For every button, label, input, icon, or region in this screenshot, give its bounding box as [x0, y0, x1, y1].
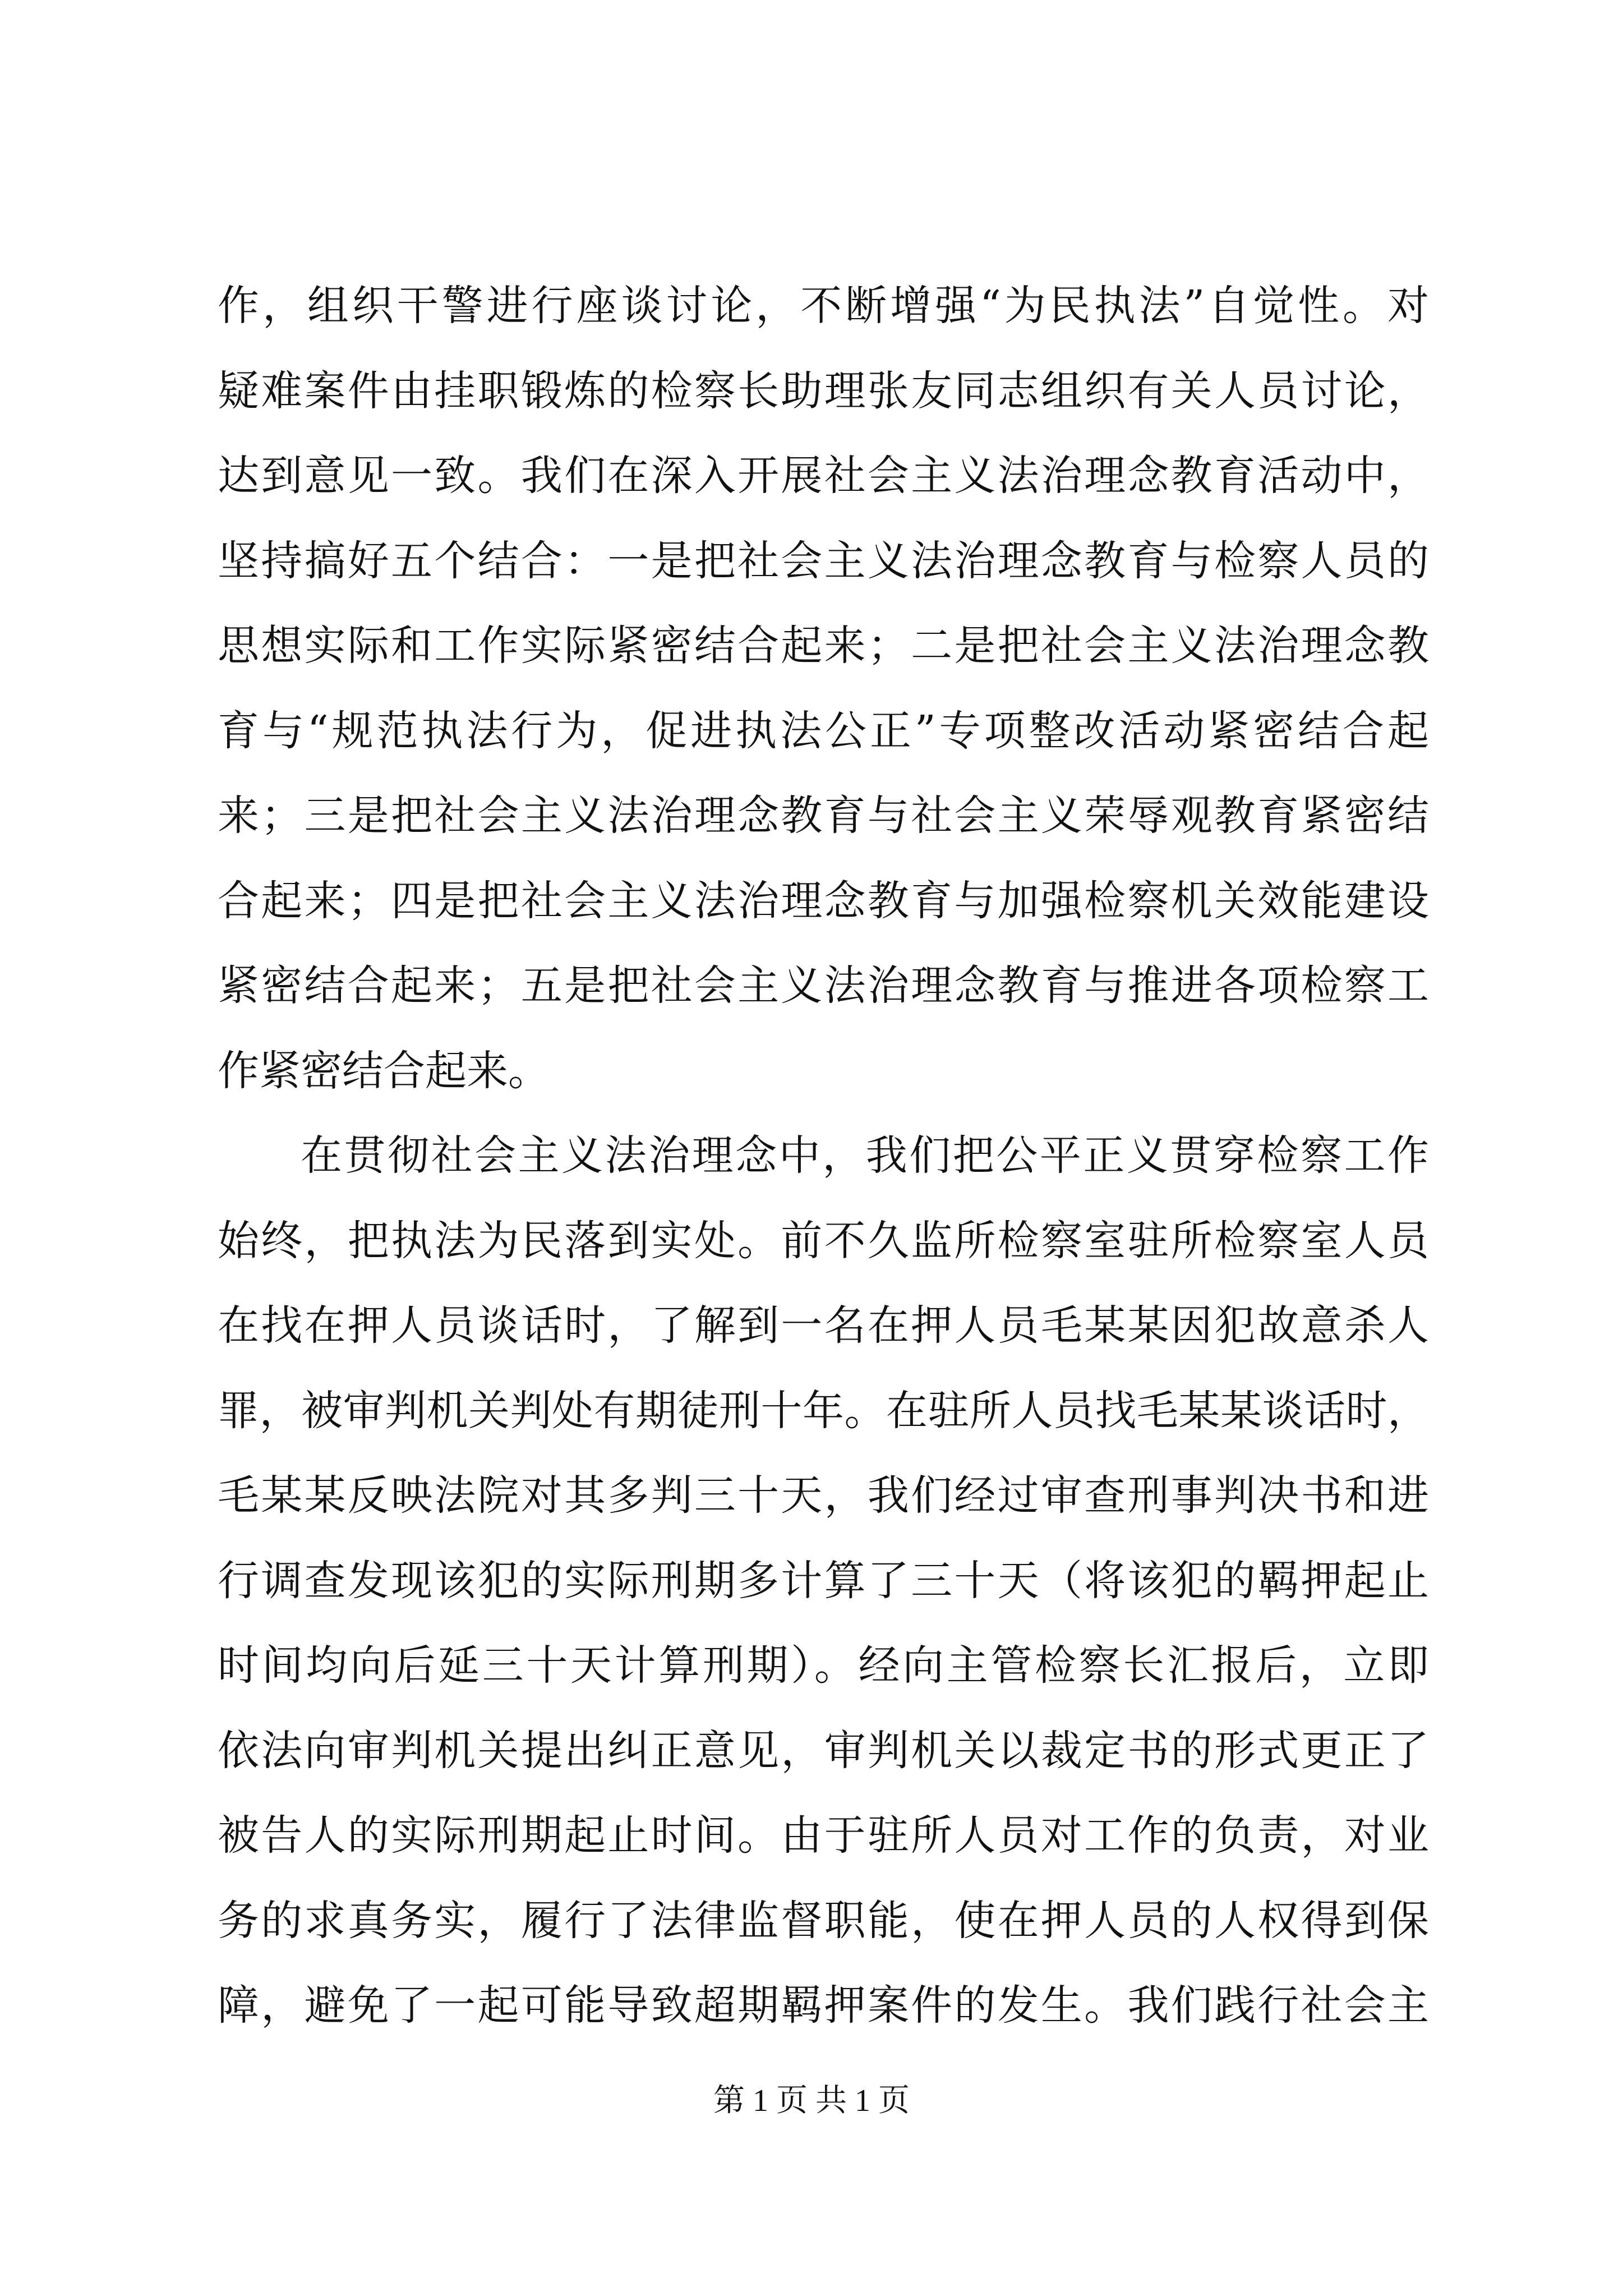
document-body	[218, 264, 1429, 2049]
paragraph-2-line-8: 依法向审判机关提出纠正意见，审判机关以裁定书的形式更正了	[218, 1726, 1429, 1775]
paragraph-1-line-9: 紧密结合起来；五是把社会主义法治理念教育与推进各项检察工	[218, 961, 1429, 1010]
paragraph-2-line-2: 始终，把执法为民落到实处。前不久监所检察室驻所检察室人员	[218, 1216, 1429, 1265]
paragraph-2-line-10: 务的求真务实，履行了法律监督职能，使在押人员的人权得到保	[218, 1896, 1429, 1945]
paragraph-1-line-8: 合起来；四是把社会主义法治理念教育与加强检察机关效能建设	[218, 876, 1429, 925]
paragraph-2-line-4: 罪，被审判机关判处有期徒刑十年。在驻所人员找毛某某谈话时，	[218, 1386, 1429, 1435]
paragraph-2-line-9: 被告人的实际刑期起止时间。由于驻所人员对工作的负责，对业	[218, 1811, 1429, 1860]
paragraph-2-line-11: 障，避免了一起可能导致超期羁押案件的发生。我们践行社会主	[218, 1981, 1429, 2030]
paragraph-2-line-5: 毛某某反映法院对其多判三十天，我们经过审查刑事判决书和进	[218, 1471, 1429, 1520]
paragraph-2-line-6: 行调查发现该犯的实际刑期多计算了三十天（将该犯的羁押起止	[218, 1556, 1429, 1605]
paragraph-1-line-2: 疑难案件由挂职锻炼的检察长助理张友同志组织有关人员讨论，	[218, 366, 1429, 415]
paragraph-1-line-7: 来；三是把社会主义法治理念教育与社会主义荣辱观教育紧密结	[218, 792, 1429, 840]
paragraph-1-line-6: 育与“规范执法行为，促进执法公正”专项整改活动紧密结合起	[218, 706, 1429, 755]
paragraph-2-line-7: 时间均向后延三十天计算刑期）。经向主管检察长汇报后，立即	[218, 1641, 1429, 1690]
paragraph-1-line-10: 作紧密结合起来。	[218, 1046, 550, 1095]
paragraph-1-line-5: 思想实际和工作实际紧密结合起来；二是把社会主义法治理念教	[218, 622, 1429, 670]
paragraph-2-line-1: 在贯彻社会主义法治理念中，我们把公平正义贯穿检察工作	[301, 1131, 1429, 1180]
paragraph-1-line-1: 作，组织干警进行座谈讨论，不断增强“为民执法”自觉性。对	[218, 282, 1429, 330]
page-number-footer: 第 1 页 共 1 页	[713, 2083, 910, 2118]
paragraph-2-line-3: 在找在押人员谈话时，了解到一名在押人员毛某某因犯故意杀人	[218, 1301, 1429, 1350]
paragraph-1-line-4: 坚持搞好五个结合：一是把社会主义法治理念教育与检察人员的	[218, 536, 1429, 585]
paragraph-1-line-3: 达到意见一致。我们在深入开展社会主义法治理念教育活动中，	[218, 452, 1429, 500]
